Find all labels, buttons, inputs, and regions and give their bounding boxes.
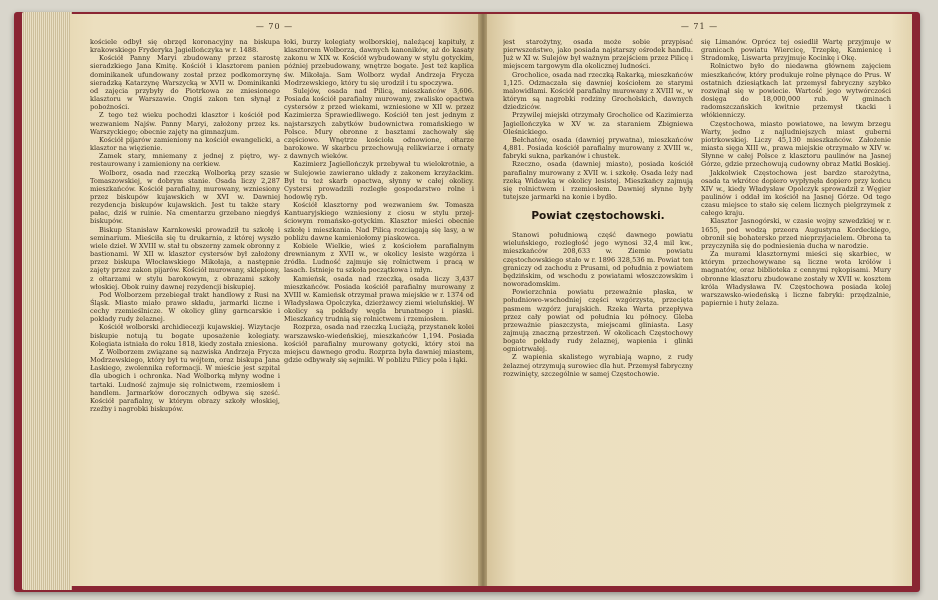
right-page [487, 14, 912, 586]
left-page-column-1 [90, 38, 280, 578]
paragraph: Grocholice, osada nad rzeczką Rakarką, mieszkańców 1,125. Odznaczała się dawniej kościołem ze starymi malowidłami. Kościół parafialny murowany z XVIII w., w którym są nagrobki rodziny Grocholskich, dawnych dziedziców. [503, 70, 693, 112]
paragraph: Sulejów, osada nad Pilicą, mieszkańców 3,606. Posiada kościół parafialny murowany, zwalisko opactwa cystersów z przed wiekami, wzniesione w XII w. przez Kazimierza Sprawiedliwego. Kościół ten jest jednym z najstarszych zabytków budownictwa romańskiego w Polsce. Mury obronne z basztami zachowały się częściowo. Wnętrze kościoła odnowione, ołtarze barokowe. W skarbcu przechowują relikwiarze i ornaty z dawnych wieków. [284, 86, 474, 161]
paragraph: Kamieńsk, osada nad rzeczką, osada liczy 3,437 mieszkańców. Posiada kościół parafialny murowany z XVIII w. Kamieńsk otrzymał prawa miejskie w r. 1374 od Władysława Opolczyka, dzierżawcy ziemi wieluńskiej. W okolicy są pokłady węgla brunatnego i piaski. Mieszkańcy trudnią się rolnictwem i rzemiosłem. [284, 274, 474, 324]
page-edges [22, 12, 72, 590]
paragraph: jest starożytny, osada może sobie przypisać pierwszeństwo, jako posiada najstarszy ośrodek handlu. Już w XI w. Sulejów był ważnym przejściem przez Pilicę i miejscem targowym dla okolicznej ludności. [503, 38, 693, 71]
left-page-number: — 70 — [255, 22, 294, 31]
paragraph: Przywilej miejski otrzymały Grocholice od Kazimierza Jagiellończyka w XV w. za staraniem Zbigniewa Oleśnickiego. [503, 111, 693, 136]
paragraph: Zamek stary, mniemany z jednej z piętro, wyrestaurowany i zamieniony na cerkiew. [90, 152, 280, 169]
paragraph: Częstochowa, miasto powiatowe, na lewym brzegu Warty, jedno z najludniejszych miast guberni piotrkowskiej. Liczy 45,130 mieszkańców. Założenie miasta sięga XIII w., prawa miejskie otrzymało w XIV w. Słynne w całej Polsce z klasztoru paulinów na Jasnej Górze, gdzie przechowują cudowny obraz Matki Boskiej. [701, 119, 891, 169]
right-page-column-2 [701, 38, 891, 578]
paragraph: Kościół pijarów zamieniony na kościół ewangelicki, a klasztor na więzienie. [90, 135, 280, 153]
paragraph: Rozprza, osada nad rzeczką Luciążą, przystanek kolei warszawsko-wiedeńskiej, mieszkańców 1,194. Posiada kościół parafialny murowany gotycki, który stoi na miejscu dawnego grodu. Rozprza była dawniej miastem, gdzie odbywały się sejmiki. W pobliżu Pilicy pola i łąki. [284, 323, 474, 365]
paragraph: Rzeczno, osada (dawniej miasto), posiada kościół parafialny murowany z XVII w. i szkołę. Osada leży nad rzeką Widawką w okolicy lesistej. Mieszkańcy zajmują się rolnictwem i rzemiosłem. Dawniej słynne były tutejsze jarmarki na konie i bydło. [503, 160, 693, 201]
paragraph: Kościół Panny Maryi zbudowany przez starostę sieradzkiego Jana Kmitę. Kościół i klasztorem panien dominikanek ufundowany został przez podkomorzynę sieradzką Katarzynę Warszycką w XVII w. Dominikanki od zajęcia przybyły do Piotrkowa ze zniesionego klasztoru w Warszawie. Ongiś zakon ten słynął z pobożności. [90, 54, 280, 112]
paragraph: Kościół klasztorny pod wezwaniem św. Tomasza Kantuaryjskiego wzniesiony z ciosu w stylu przejściowym romańsko-gotyckim. Klasztor mieści obecnie szkołę i mieszkania. Nad Pilicą rozciągają się lasy, a w pobliżu dawne kamieniołomy piaskowca. [284, 201, 474, 242]
paragraph: Pod Wolborzem przebiegał trakt handlowy z Rusi na Śląsk. Miasto miało prawo składu, jarmarki liczne i cechy rzemieślnicze. W okolicy gliny garncarskie i pokłady rudy żelaznej. [90, 290, 280, 324]
paragraph: Z Wolborzem związane są nazwiska Andrzeja Frycza Modrzewskiego, który był tu wójtem, oraz biskupa Jana Łaskiego, zwolennika reformacji. W mieście jest szpital dla ubogich i ochronka. Nad Wolborką młyny wodne i tartaki. Ludność zajmuje się rolnictwem, rzemiosłem i handlem. Jarmarków dorocznych odbywa się sześć. Kościół parafialny, w którym obrazy szkoły włoskiej, rzeźby i nagrobki biskupów. [90, 347, 280, 414]
paragraph: Kościół wolborski archidiecezji kujawskiej. Wizytacje biskupie notują tu bogate uposażenie kolegiaty. Kolegiata istniała do roku 1818, kiedy została zniesiona. [90, 323, 280, 348]
right-page-number: — 71 — [680, 22, 719, 31]
left-page [70, 14, 479, 586]
paragraph: kościele odbył się obrzęd koronacyjny na biskupa krakowskiego Fryderyka Jagiellończyka w r. 1488. [90, 38, 280, 55]
paragraph: Stanowi południową część dawnego powiatu wieluńskiego, rozległość jego wynosi 32,4 mil kw., mieszkańców 208,633 w. Ziemie powiatu częstochowskiego stało w r. 1896 328,536 m. Powiat ten graniczy od zachodu z Prusami, od południa z powiatem będzińskim, od wschodu z powiatami włoszczowskim i noworadomskim. [503, 231, 693, 289]
paragraph: Biskup Stanisław Karnkowski prowadził tu szkołę i seminarium. Mieściła się tu drukarnia, z której wyszło wiele dzieł. W XVIII w. stał tu obszerny zamek obronny z bastionami. W XII w. klasztor cystersów był założony przez biskupa Włocławskiego Mikołaja, a następnie zajęty przez zakon pijarów. Kościół murowany, sklepiony, z ołtarzami w stylu barokowym, z obrazami szkoły włoskiej. Obok ruiny dawnej rezydencji biskupiej. [90, 225, 280, 291]
paragraph: Z tego też wieku pochodzi klasztor i kościół pod wezwaniem Najśw. Panny Maryi, założony przez ks. Warszyckiego; obecnie zajęty na gimnazjum. [90, 111, 280, 136]
paragraph: Z wapienia skalistego wyrabiają wapno, z rudy żelaznej otrzymują surowiec dla hut. Przemysł fabryczny rozwinięty, szczególnie w samej Częstochowie. [503, 353, 693, 378]
section-heading: Powiat częstochowski. [531, 210, 665, 223]
paragraph: Kobiele Wielkie, wieś z kościołem parafialnym drewnianym z XVII w., w okolicy lesiste wzgórza i źródła. Ludność zajmuje się rolnictwem i pracą w lasach. Istnieje tu szkoła początkowa i młyn. [284, 241, 474, 275]
paragraph: Rolnictwo było do niedawna głównem zajęciem mieszkańców, który produkuje rolne płynące do Prus. W ostatnich dziesiątkach lat przemysł fabryczny szybko rozwinął się w powiecie. Wartość jego wytwórczości dosięga do 18,000,000 rub. W gminach radomszczańskich kwitnie przemysł tkacki i włókienniczy. [701, 62, 891, 120]
right-page-column-1 [503, 38, 693, 578]
left-page-column-2 [284, 38, 474, 578]
paragraph: Powierzchnia powiatu przeważnie płaska, w południowo-wschodniej części wzgórzysta, przecięta pasmem wzgórz jurajskich. Rzeka Warta przepływa przez cały powiat od południa ku północy. Gleba przeważnie piaszczysta, miejscami gliniasta. Lasy zajmują znaczną przestrzeń. W okolicach Częstochowy bogate pokłady rudy żelaznej, wapienia i glinki ogniotrwałej. [503, 288, 693, 354]
paragraph: Jakkolwiek Częstochowa jest bardzo starożytna, osada ta wkrótce dopiero wypłynęła dopiero przy końcu XIV w., kiedy Władysław Opolczyk sprowadził z Węgier paulinów i oddał im kościół na Jasnej Górze. Od tego czasu miejsce to stało się celem licznych pielgrzymek z całego kraju. [701, 168, 891, 218]
paragraph: się Limanów. Oprócz tej osiedlił Wartę przyjmuje w granicach powiatu Wiercicę, Trzepkę, Kamienicę i Stradomkę, Liswarta przyjmuje Kocinkę i Okę. [701, 38, 891, 63]
paragraph: Kazimierz Jagiellończyk przebywał tu wielokrotnie, a w Sulejowie zawierano układy z zakonem krzyżackim. Był tu też skarb opactwa, słynny w całej okolicy. Cystersi prowadzili rozległe gospodarstwo rolne i hodowlę ryb. [284, 160, 474, 201]
paragraph: łoki, burzy kolegiaty wolborskiej, należącej kapituły, z klasztorem Wolborza, dawnych kanoników, aż do kasaty zakonu w XIX w. Kościół wybudowany w stylu gotyckim, później przebudowany, wnętrze bogate. Jest też kaplica św. Mikołaja. Sam Wolborz wydał Andrzeja Frycza Modrzewskiego, który tu się urodził i tu spoczywa. [284, 38, 474, 87]
paragraph: Wolborz, osada nad rzeczką Wolborką przy szasie Tomaszowskiej, w dobrym stanie. Osada liczy 2,287 mieszkańców. Kościół parafialny, murowany, wzniesiony przez biskupów kujawskich w XVI w. Dawniej rezydencja biskupów kujawskich. Jest tu także stary pałac, dziś w ruinie. Na cmentarzu grzebano niegdyś biskupów. [90, 168, 280, 226]
paragraph: Za murami klasztornymi mieści się skarbiec, w którym przechowywane są liczne wota królów i magnatów, oraz biblioteka z cennymi rękopisami. Mury obronne klasztoru zbudowane zostały w XVII w. kosztem króla Władysława IV. Częstochowa posiada kolej warszawsko-wiedeńską i liczne fabryki: przędzalnie, papiernie i huty żelaza. [701, 250, 891, 307]
paragraph: Klasztor Jasnogórski, w czasie wojny szwedzkiej w r. 1655, pod wodzą przeora Augustyna Kordeckiego, obronił się bohatersko przed nieprzyjacielem. Obrona ta przyczyniła się do podniesienia ducha w narodzie. [701, 217, 891, 250]
paragraph: Bełchatów, osada (dawniej prywatna), mieszkańców 4,881. Posiada kościół parafialny murowany z XVIII w., fabryki sukna, parkanów i chustek. [503, 135, 693, 161]
